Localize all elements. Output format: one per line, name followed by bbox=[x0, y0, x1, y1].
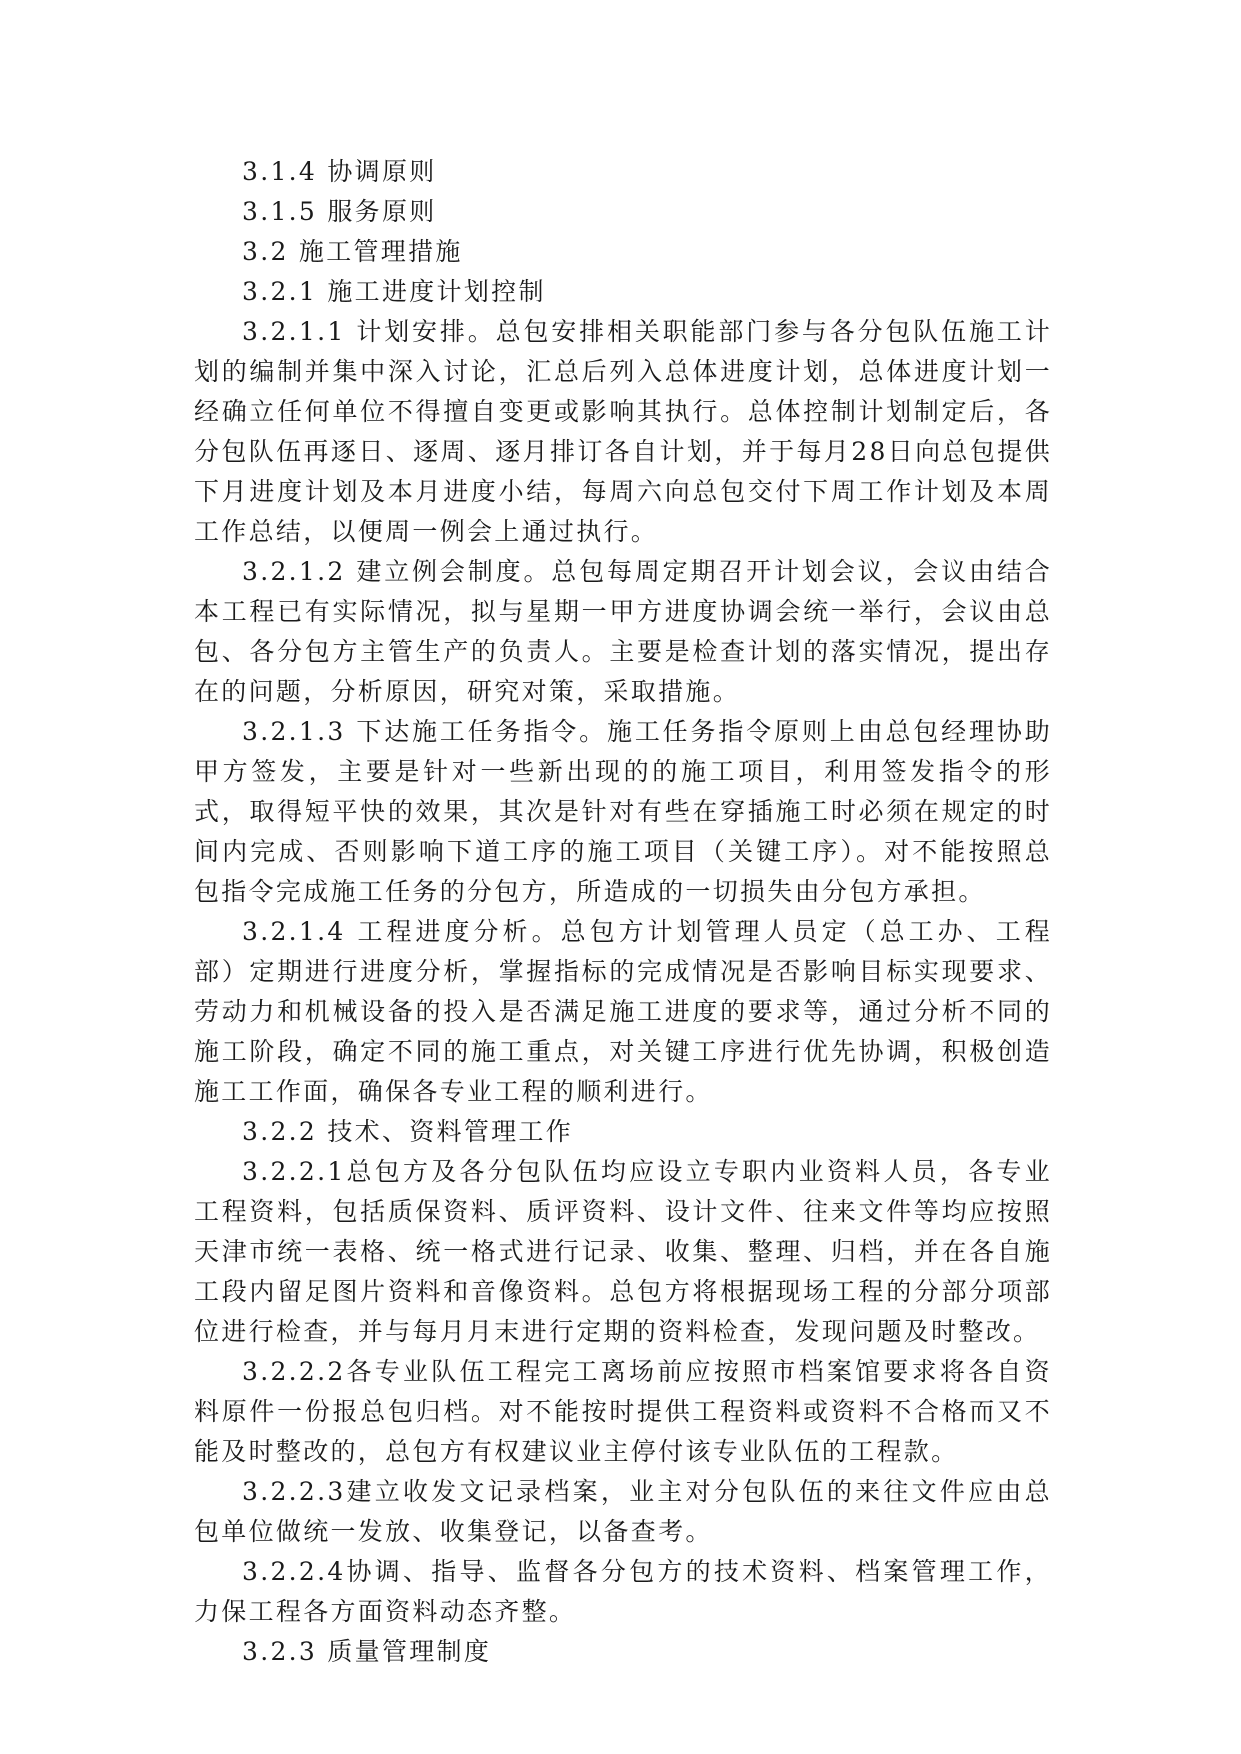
paragraph-3-2-2-4: 3.2.2.4协调、指导、监督各分包方的技术资料、档案管理工作，力保工程各方面资料动态齐整。 bbox=[194, 1557, 1052, 1626]
paragraph-3-2-1-2: 3.2.1.2 建立例会制度。总包每周定期召开计划会议，会议由结合本工程已有实际情况，拟与星期一甲方进度协调会统一举行，会议由总包、各分包方主管生产的负责人。主要是检查计划的落实情况，提出存在的问题，分析原因，研究对策，采取措施。 bbox=[194, 557, 1052, 706]
paragraph-3-2-1-4: 3.2.1.4 工程进度分析。总包方计划管理人员定（总工办、工程部）定期进行进度分析，掌握指标的完成情况是否影响目标实现要求、劳动力和机械设备的投入是否满足施工进度的要求等，通过分析不同的施工阶段，确定不同的施工重点，对关键工序进行优先协调，积极创造施工工作面，确保各专业工程的顺利进行。 bbox=[194, 917, 1052, 1106]
paragraph-3-2-1-1: 3.2.1.1 计划安排。总包安排相关职能部门参与各分包队伍施工计划的编制并集中深入讨论，汇总后列入总体进度计划，总体进度计划一经确立任何单位不得擅自变更或影响其执行。总体控制计划制定后，各分包队伍再逐日、逐周、逐月排订各自计划，并于每月28日向总包提供下月进度计划及本月进度小结，每周六向总包交付下周工作计划及本周工作总结，以便周一例会上通过执行。 bbox=[194, 317, 1052, 546]
paragraph-3-2-2-3: 3.2.2.3建立收发文记录档案，业主对分包队伍的来往文件应由总包单位做统一发放、收集登记，以备查考。 bbox=[194, 1477, 1052, 1546]
document-body bbox=[194, 152, 1052, 1672]
section-heading-3-2: 3.2 施工管理措施 bbox=[242, 237, 463, 266]
section-heading-3-1-4: 3.1.4 协调原则 bbox=[242, 157, 437, 186]
section-heading-3-1-5: 3.1.5 服务原则 bbox=[242, 197, 437, 226]
section-heading-3-2-2: 3.2.2 技术、资料管理工作 bbox=[242, 1117, 574, 1146]
section-heading-3-2-3: 3.2.3 质量管理制度 bbox=[242, 1637, 492, 1666]
paragraph-3-2-1-3: 3.2.1.3 下达施工任务指令。施工任务指令原则上由总包经理协助甲方签发，主要是针对一些新出现的的施工项目，利用签发指令的形式，取得短平快的效果，其次是针对有些在穿插施工时必须在规定的时间内完成、否则影响下道工序的施工项目（关键工序）。对不能按照总包指令完成施工任务的分包方，所造成的一切损失由分包方承担。 bbox=[194, 717, 1052, 906]
section-heading-3-2-1: 3.2.1 施工进度计划控制 bbox=[242, 277, 546, 306]
paragraph-3-2-2-2: 3.2.2.2各专业队伍工程完工离场前应按照市档案馆要求将各自资料原件一份报总包归档。对不能按时提供工程资料或资料不合格而又不能及时整改的，总包方有权建议业主停付该专业队伍的工程款。 bbox=[194, 1357, 1052, 1466]
paragraph-3-2-2-1: 3.2.2.1总包方及各分包队伍均应设立专职内业资料人员，各专业工程资料，包括质保资料、质评资料、设计文件、往来文件等均应按照天津市统一表格、统一格式进行记录、收集、整理、归档，并在各自施工段内留足图片资料和音像资料。总包方将根据现场工程的分部分项部位进行检查，并与每月月末进行定期的资料检查，发现问题及时整改。 bbox=[194, 1157, 1052, 1346]
